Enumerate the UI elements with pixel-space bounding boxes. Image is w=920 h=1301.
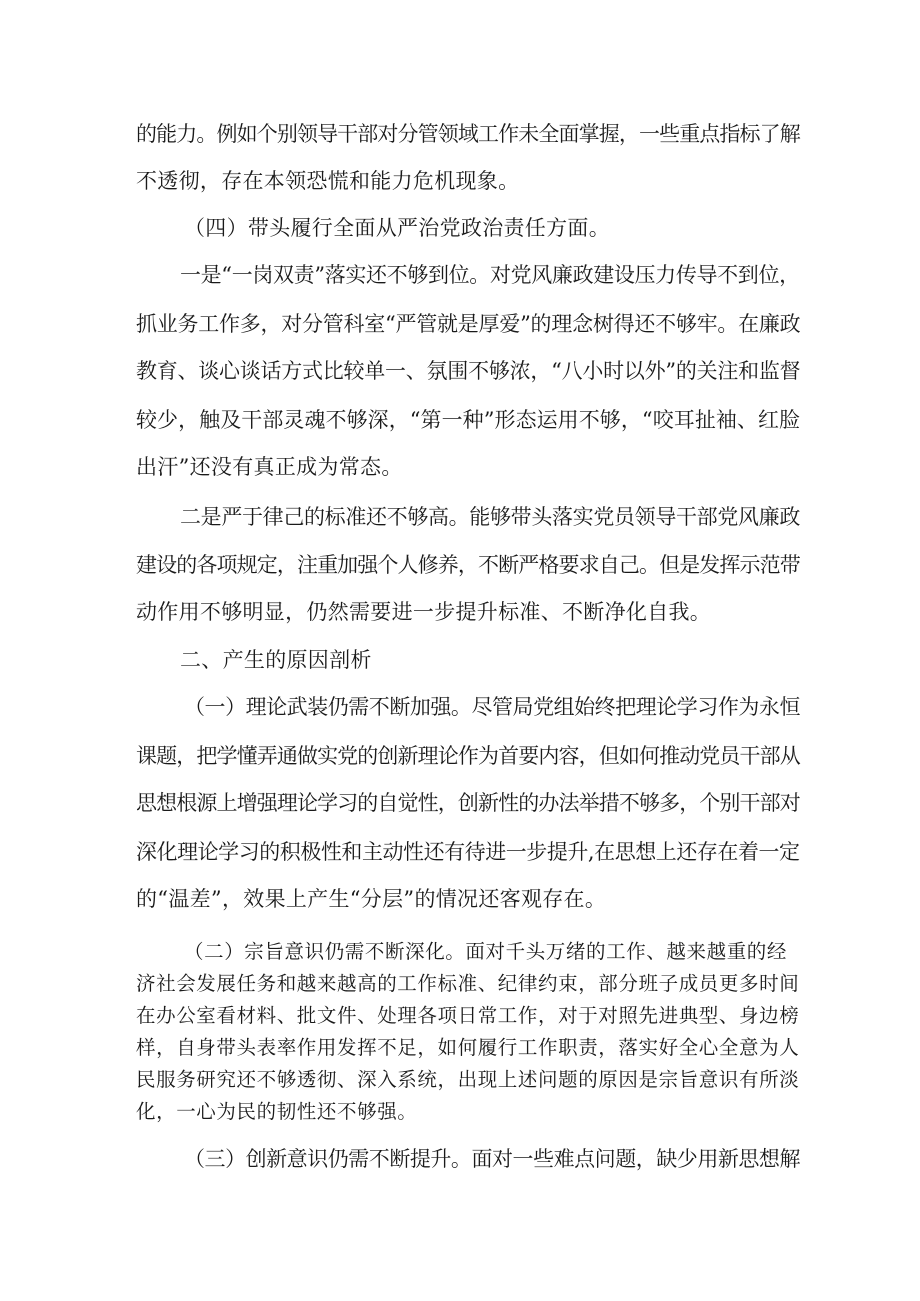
text-line: （一）理论武装仍需不断加强。尽管局党组始终把理论学习作为永恒 <box>184 695 800 719</box>
text-line: 深化理论学习的积极性和主动性还有待进一步提升,在思想上还存在着一定 <box>136 840 800 864</box>
text-line: 不透彻，存在本领恐慌和能力危机现象。 <box>136 169 520 193</box>
text-line: 的“温差”，效果上产生“分层”的情况还客观存在。 <box>136 887 607 911</box>
section-heading: 二、产生的原因剖析 <box>180 648 372 672</box>
text-line: 出汗”还没有真正成为常态。 <box>136 455 403 479</box>
text-line: 思想根源上增强理论学习的自觉性，创新性的办法举措不够多，个别干部对 <box>136 791 800 815</box>
text-line: 课题，把学懂弄通做实党的创新理论作为首要内容，但如何推动党员干部从 <box>136 744 800 768</box>
text-line: 在办公室看材料、批文件、处理各项日常工作，对于对照先进典型、身边榜 <box>136 1004 800 1027</box>
text-line: 济社会发展任务和越来越高的工作标准、纪律约束，部分班子成员更多时间 <box>136 972 800 995</box>
text-line: 抓业务工作多，对分管科室“严管就是厚爱”的理念树得还不够牢。在廉政 <box>136 312 801 336</box>
text-line: 化，一心为民的韧性还不够强。 <box>136 1100 418 1123</box>
text-line: 民服务研究还不够透彻、深入系统，出现上述问题的原因是宗旨意识有所淡 <box>136 1068 800 1091</box>
text-line: 教育、谈心谈话方式比较单一、氛围不够浓，“八小时以外”的关注和监督 <box>136 359 801 383</box>
text-line: （三）创新意识仍需不断提升。面对一些难点问题，缺少用新思想解 <box>184 1147 800 1171</box>
text-line: 较少，触及干部灵魂不够深，“第一种”形态运用不够，“咬耳扯袖、红脸 <box>136 408 801 432</box>
text-line: 动作用不够明显，仍然需要进一步提升标准、不断净化自我。 <box>136 600 712 624</box>
text-line: 样，自身带头表率作用发挥不足，如何履行工作职责，落实好全心全意为人 <box>136 1036 800 1059</box>
text-line: （二）宗旨意识仍需不断深化。面对千头万绪的工作、越来越重的经 <box>184 940 788 963</box>
text-line: 建设的各项规定，注重加强个人修养，不断严格要求自己。但是发挥示范带 <box>136 553 800 577</box>
section-heading: （四）带头履行全面从严治党政治责任方面。 <box>184 216 610 240</box>
text-line: 的能力。例如个别领导干部对分管领域工作未全面掌握，一些重点指标了解 <box>136 122 800 146</box>
text-line: 一是“一岗双责”落实还不够到位。对党风廉政建设压力传导不到位， <box>180 263 800 287</box>
text-line: 二是严于律己的标准还不够高。能够带头落实党员领导干部党风廉政 <box>180 505 800 529</box>
